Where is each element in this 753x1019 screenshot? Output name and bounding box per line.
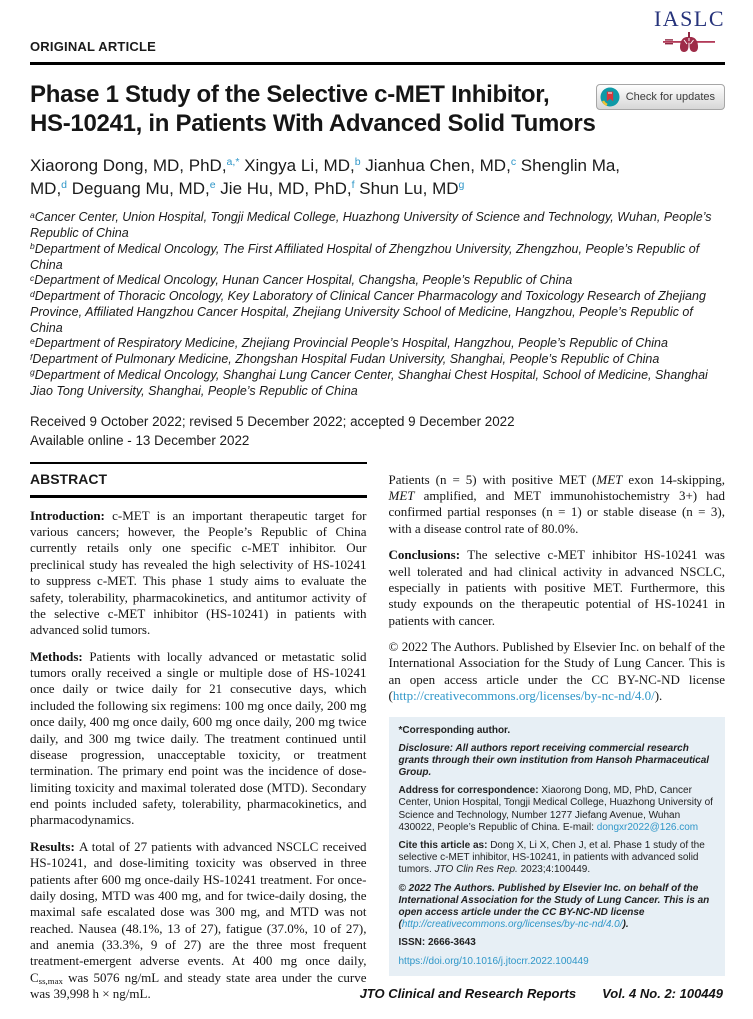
text-run: e [30,335,35,346]
issue-info: Vol. 4 No. 2: 100449 [602,986,723,1001]
text-run: Xiaorong Dong, MD, PhD, [30,155,227,175]
text-run: 2023;4:100449. [517,864,591,876]
text-run: b [354,156,361,169]
abstract-introduction-paragraph [30,508,367,639]
text-run: Disclosure: [398,742,453,754]
text-run: ISSN: 2666-3643 [398,937,476,949]
text-run: Address for correspondence: [398,785,542,797]
text-run: Department of Medical Oncology, Shanghai Lung Cancer Center, Shanghai Chest Hospital, School of Medicine, Shanghai Jiao Tong University, Shanghai, People’s Republic of China [30,367,708,398]
article-type-label: ORIGINAL ARTICLE [30,39,156,54]
copyright-note [399,883,716,932]
iaslc-logo-text: IASLC [653,6,725,31]
abstract-results-continued-paragraph [389,472,726,538]
text-run: Patients (n = 5) with positive MET ( [388,471,597,487]
footnote-box [389,717,726,976]
link[interactable]: http://creativecommons.org/licenses/by-nc-nd/4.0/ [392,688,655,704]
abstract-heading: ABSTRACT [30,462,367,498]
iaslc-lungs-icon [663,30,715,54]
text-run: Department of Medical Oncology, Hunan Cancer Hospital, Changsha, People’s Republic of China [34,273,573,288]
text-run: exon 14-skipping, [622,471,725,487]
affiliation-e [30,336,725,352]
title-line-1: Phase 1 Study of the Selective c-MET Inhibitor, [30,81,550,108]
text-run: Methods: [30,648,90,664]
text-run: ). [622,919,629,931]
page-footer [360,986,723,1001]
text-run: Conclusions: [388,547,468,563]
affiliation-f [30,352,725,368]
affiliations [30,210,725,399]
text-run: The selective c-MET inhibitor HS-10241 was well tolerated and had clinical activity in advanced NSCLC, especially in patients with positive MET. Furthermore, this study expounds on the therapeutic potential of HS-10241 in patients with cancer. [388,547,725,628]
text-run: d [61,179,68,192]
text-run: Introduction: [30,507,113,523]
available-online-date: Available online - 13 December 2022 [30,432,250,448]
citation-note [399,840,716,877]
text-run: Shenglin Ma, MD, [30,155,621,198]
affiliation-b [30,242,725,274]
check-for-updates-label: Check for updates [625,91,715,103]
text-run: ss,max [38,976,63,987]
text-run: © 2022 The Authors. Published by Elsevier Inc. on behalf of the International Association for the Study of Lung Cancer. This is an open access article under the CC BY-NC-ND license ( [398,882,710,931]
received-dates: Received 9 October 2022; revised 5 December 2022; accepted 9 December 2022 [30,414,515,430]
text-run: f [30,351,33,362]
text-run: Jie Hu, MD, PhD, [215,178,352,198]
text-run: All authors report receiving commercial research grants through their own institution from Hansoh Pharmaceutical Group. [398,742,710,779]
text-run: amplified, and MET immunohistochemistry 3+) had confirmed partial responses (n = 1) or stable disease (n = 3), with a disease control rate of 80.0%. [388,488,725,536]
text-run: e [209,179,216,192]
link[interactable]: http://creativecommons.org/licenses/by-nc-nd/4.0/ [401,919,623,931]
text-run: Dong X, Li X, Chen J, et al. Phase 1 study of the selective c-MET inhibitor, HS-10241, in patients with advanced solid tumors. [398,840,705,876]
text-run: Xingya Li, MD, [239,155,355,175]
corresponding-author-note [399,725,716,737]
issn-note [399,937,716,949]
header-divider [30,62,725,65]
iaslc-logo [654,8,725,58]
link[interactable]: dongxr2022@126.com [596,821,699,833]
text-run: MET [388,488,415,504]
text-run: Department of Thoracic Oncology, Key Laboratory of Clinical Cancer Pharmacology and Toxicology Research of Zhejiang Province, Affiliated Hangzhou Cancer Hospital, Zhejiang University School of Medicine, Hangzhou, People’s Republic of China [30,289,706,335]
affiliation-d [30,289,725,336]
abstract-methods-paragraph [30,649,367,829]
affiliation-c [30,273,725,289]
text-run: Department of Respiratory Medicine, Zhejiang Provincial People’s Hospital, Hangzhou, People’s Republic of China [34,336,668,351]
abstract-right-column [389,462,726,976]
text-run: g [30,367,35,378]
abstract-section [30,462,725,1003]
text-run: a [30,209,35,220]
journal-name: JTO Clinical and Research Reports [359,986,577,1001]
title-line-2: HS-10241, in Patients With Advanced Solid Tumors [30,109,596,137]
disclosure-note [399,743,716,780]
text-run: Cancer Center, Union Hospital, Tongji Medical College, Huazhong University of Science and Technology, Wuhan, People’s Republic of China [30,210,712,241]
text-run: a,* [226,156,240,169]
text-run: Department of Pulmonary Medicine, Zhongshan Hospital Fudan University, Shanghai, People’s Republic of China [32,352,660,367]
abstract-copyright-paragraph [389,639,726,705]
link[interactable]: https://doi.org/10.1016/j.jtocrr.2022.100449 [398,955,589,967]
text-run: Deguang Mu, MD, [67,178,210,198]
page-title [30,81,596,139]
text-run: ). [654,688,663,704]
text-run: Jianhua Chen, MD, [360,155,511,175]
text-run: MET [596,471,623,487]
abstract-left-column [30,462,367,1003]
abstract-conclusions-paragraph [389,547,726,629]
doi-link-note [399,956,716,968]
text-run: Shun Lu, MD [354,178,459,198]
text-run: c [30,272,35,283]
text-run: Results: [30,838,79,854]
crossmark-icon [600,87,620,107]
affiliation-a [30,210,725,242]
text-run: © 2022 The Authors. Published by Elsevier Inc. on behalf of the International Association for the Study of Lung Cancer. This is an open access article under the CC BY-NC-ND license ( [388,639,725,704]
text-run: JTO Clin Res Rep. [434,864,518,876]
text-run: Patients with locally advanced or metastatic solid tumors orally received a single or multiple dose of HS-10241 once daily or twice daily for 21 consecutive days, which included the following six regimens: 100 mg once daily, 200 mg once daily, 400 mg once daily, 600 mg once daily, 200 mg twice daily, and 300 mg twice daily. The treatment continued until disease progression, unacceptable toxicity, or treatment termination. The primary end point was the incidence of dose-limiting toxicity and maximal tolerated dose (MTD). Secondary end points included safety, tolerability, pharmacokinetics, and pharmacodynamics. [30,648,367,828]
text-run: was 5076 ng/mL and steady state area under the curve was 39,998 h × ng/mL. [30,969,367,1002]
text-run: g [458,179,465,192]
text-run: Xiaorong Dong, MD, PhD, Cancer Center, Union Hospital, Tongji Medical College, Huazhong University of Science and Technology, Number 1277 Jiefang Avenue, Wuhan 430022, People’s Republic of China. E-mail: [398,785,713,833]
text-run: *Corresponding author. [398,724,511,736]
page-header [30,0,725,58]
text-run: Department of Medical Oncology, The First Affiliated Hospital of Zhengzhou University, Zhengzhou, People’s Republic of China [30,241,700,272]
correspondence-address-note [399,785,716,834]
text-run: c [510,156,517,169]
text-run: Cite this article as: [398,840,491,852]
affiliation-g [30,368,725,400]
text-run: A total of 27 patients with advanced NSCLC received HS-10241, and dose-limiting toxicity was observed in three patients after 600 mg once-daily HS-10241 treatment. For once-daily dosing, MTD was 400 mg, and for twice-daily dosing, the maximal safe escalated dose was 300 mg, and MTD was not reached. Nausea (48.1%, 13 of 27), fatigue (37.0%, 10 of 27), and anemia (33.3%, 9 of 27) are the three most frequent treatment-emergent adverse events. At 400 mg once daily, C [30,838,367,985]
text-run: d [30,288,35,299]
text-run: b [30,241,35,252]
check-for-updates-button[interactable] [596,84,725,110]
abstract-results-paragraph [30,839,367,1003]
author-list [30,155,630,201]
article-history [30,413,725,449]
text-run: f [351,179,355,192]
text-run: c-MET is an important therapeutic target for various cancers; however, the People’s Republic of China currently retails only one specific c-MET inhibitor. Our preclinical study has revealed the high selectivity of HS-10241 to suppress c-MET. This phase 1 study aims to evaluate the safety, tolerability, pharmacokinetics, and antitumor activity of the selective c-MET inhibitor (HS-10241) in patients with advanced solid tumors. [30,507,367,638]
